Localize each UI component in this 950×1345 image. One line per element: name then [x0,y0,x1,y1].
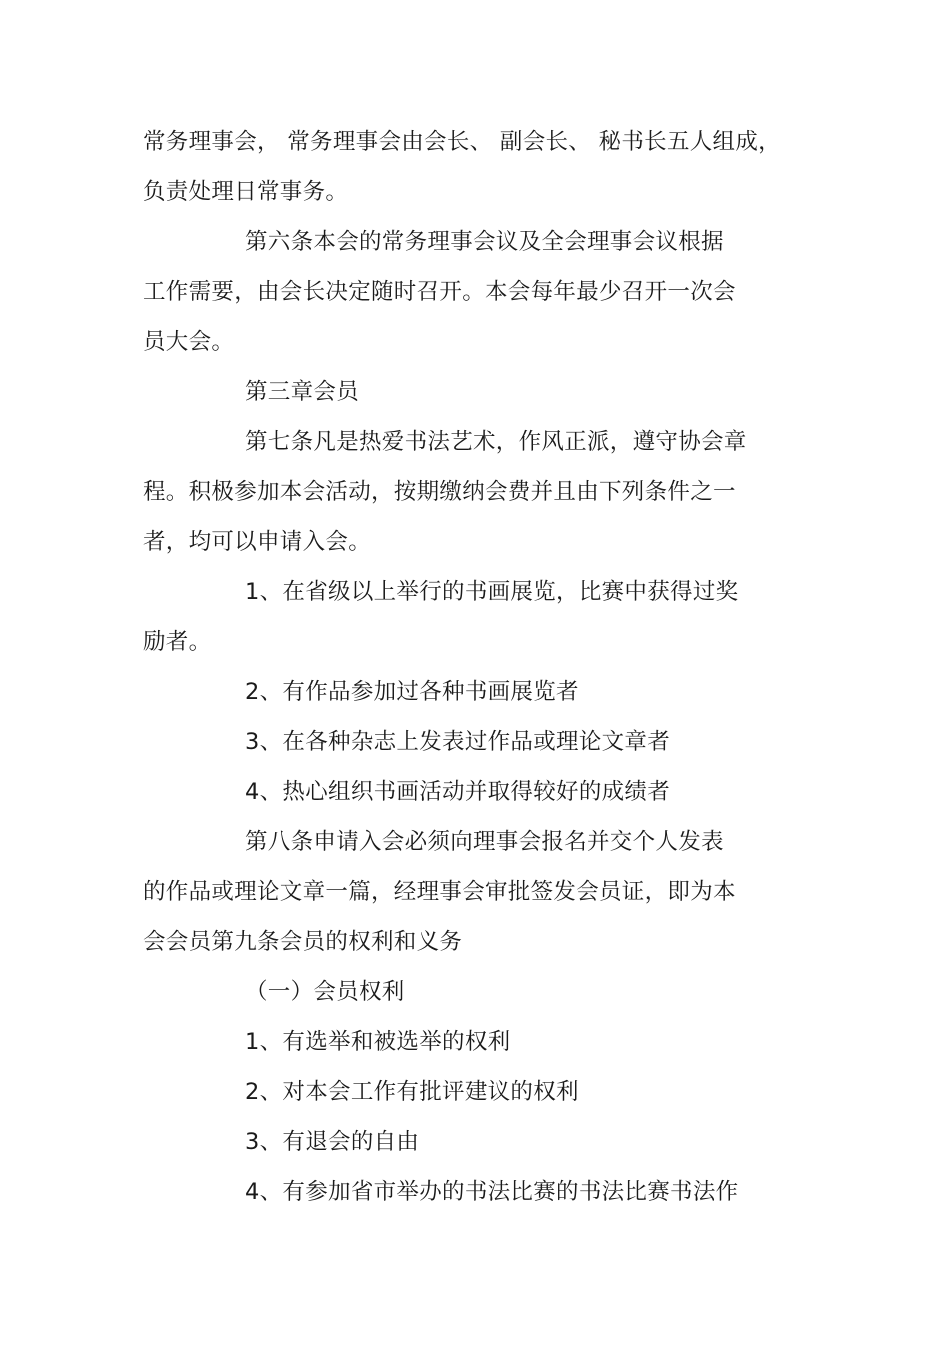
text-line: 者，均可以申请入会。 [143,529,372,555]
list-item: 2、有作品参加过各种书画展览者 [245,679,579,705]
text-line: 员大会。 [143,329,235,355]
text-line: 的作品或理论文章一篇，经理事会审批签发会员证，即为本 [143,879,736,905]
text-line: 会会员第九条会员的权利和义务 [143,929,463,955]
list-item: 3、有退会的自由 [245,1129,420,1155]
section-heading: （一）会员权利 [245,979,405,1005]
text-line: 励者。 [143,629,212,655]
text-line: 程。积极参加本会活动，按期缴纳会费并且由下列条件之一 [143,479,736,505]
text-line: 工作需要，由会长决定随时召开。本会每年最少召开一次会 [143,279,736,305]
text-line: 负责处理日常事务。 [143,179,349,205]
text-line: 常务理事会， 常务理事会由会长、 副会长、 秘书长五人组成， [143,129,781,155]
list-item: 4、热心组织书画活动并取得较好的成绩者 [245,779,671,805]
list-item: 3、在各种杂志上发表过作品或理论文章者 [245,729,671,755]
text-line: 第八条申请入会必须向理事会报名并交个人发表 [245,829,724,855]
text-line: 第六条本会的常务理事会议及全会理事会议根据 [245,229,724,255]
text-line: 第七条凡是热爱书法艺术，作风正派，遵守协会章 [245,429,747,455]
list-item: 1、在省级以上举行的书画展览，比赛中获得过奖 [245,579,739,605]
chapter-heading: 第三章会员 [245,379,360,405]
list-item: 2、对本会工作有批评建议的权利 [245,1079,579,1105]
list-item: 1、有选举和被选举的权利 [245,1029,511,1055]
list-item: 4、有参加省市举办的书法比赛的书法比赛书法作 [245,1179,739,1205]
